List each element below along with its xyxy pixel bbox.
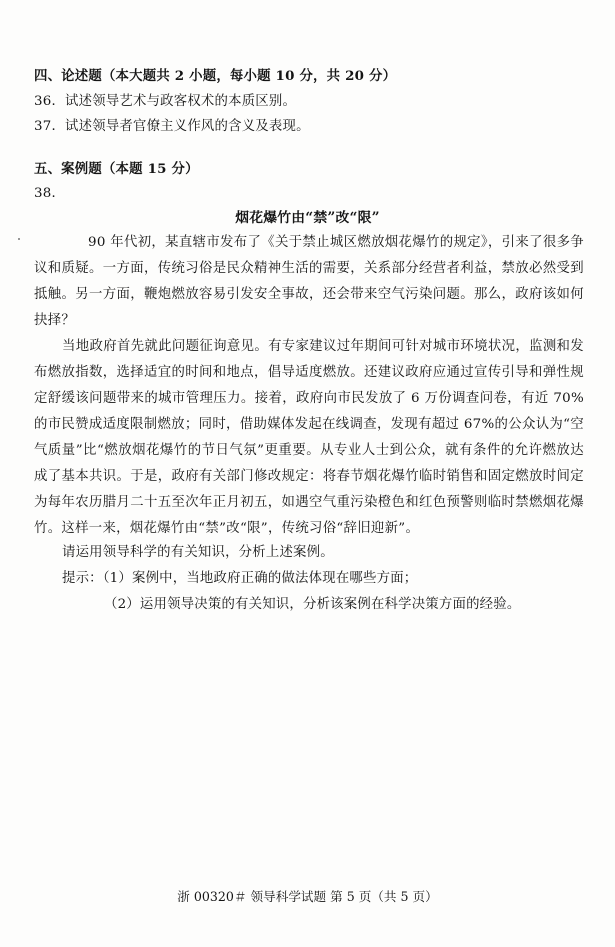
question-36: 36．试述领导艺术与政客权术的本质区别。 [34,94,297,109]
hint-2: （2）运用领导决策的有关知识，分析该案例在科学决策方面的经验。 [104,597,521,612]
case-instruction: 请运用领导科学的有关知识，分析上述案例。 [62,545,334,560]
hint-1: 提示：（1）案例中，当地政府正确的做法体现在哪些方面； [62,571,418,586]
question-37: 37．试述领导者官僚主义作风的含义及表现。 [34,119,310,134]
scan-speck [18,238,20,240]
page-footer: 浙 00320＃ 领导科学试题 第 5 页（共 5 页） [177,889,438,904]
section4-heading: 四、论述题（本大题共 2 小题，每小题 10 分，共 20 分） [34,68,397,84]
section5-heading: 五、案例题（本题 15 分） [34,161,199,177]
case-paragraph-1: 90 年代初，某直辖市发布了《关于禁止城区燃放烟花爆竹的规定》，引来了很多争议和质疑。一方面，传统习俗是民众精神生活的需要，关系部分经营者利益，禁放必然受到抵触。另一方面，鞭炮燃放容易引发安全事故，还会带来空气污染问题。那么，政府该如何抉择？ [34,235,584,328]
question-38-number: 38． [34,186,66,201]
case-title: 烟花爆竹由“禁”改“限” [235,210,380,226]
case-paragraph-2: 当地政府首先就此问题征询意见。有专家建议过年期间可针对城市环境状况，监测和发布燃放指数，选择适宜的时间和地点，倡导适度燃放。还建议政府应通过宣传引导和弹性规定舒缓该问题带来的城市管理压力。接着，政府向市民发放了 6 万份调查问卷，有近 70%的市民赞成适度限制燃放；同时，借助媒体发起在线调查，发现有超过 67%的公众认为“空气质量”比“燃放烟花爆竹的节日气氛”更重要。从专业人士到公众，就有条件的允许燃放达成了基本共识。于是，政府有关部门修改规定：将春节烟花爆竹临时销售和固定燃放时间定为每年农历腊月二十五至次年正月初五，如遇空气重污染橙色和红色预警则临时禁燃烟花爆竹。这样一来，烟花爆竹由“禁”改“限”，传统习俗“辞旧迎新”。 [34,339,584,536]
